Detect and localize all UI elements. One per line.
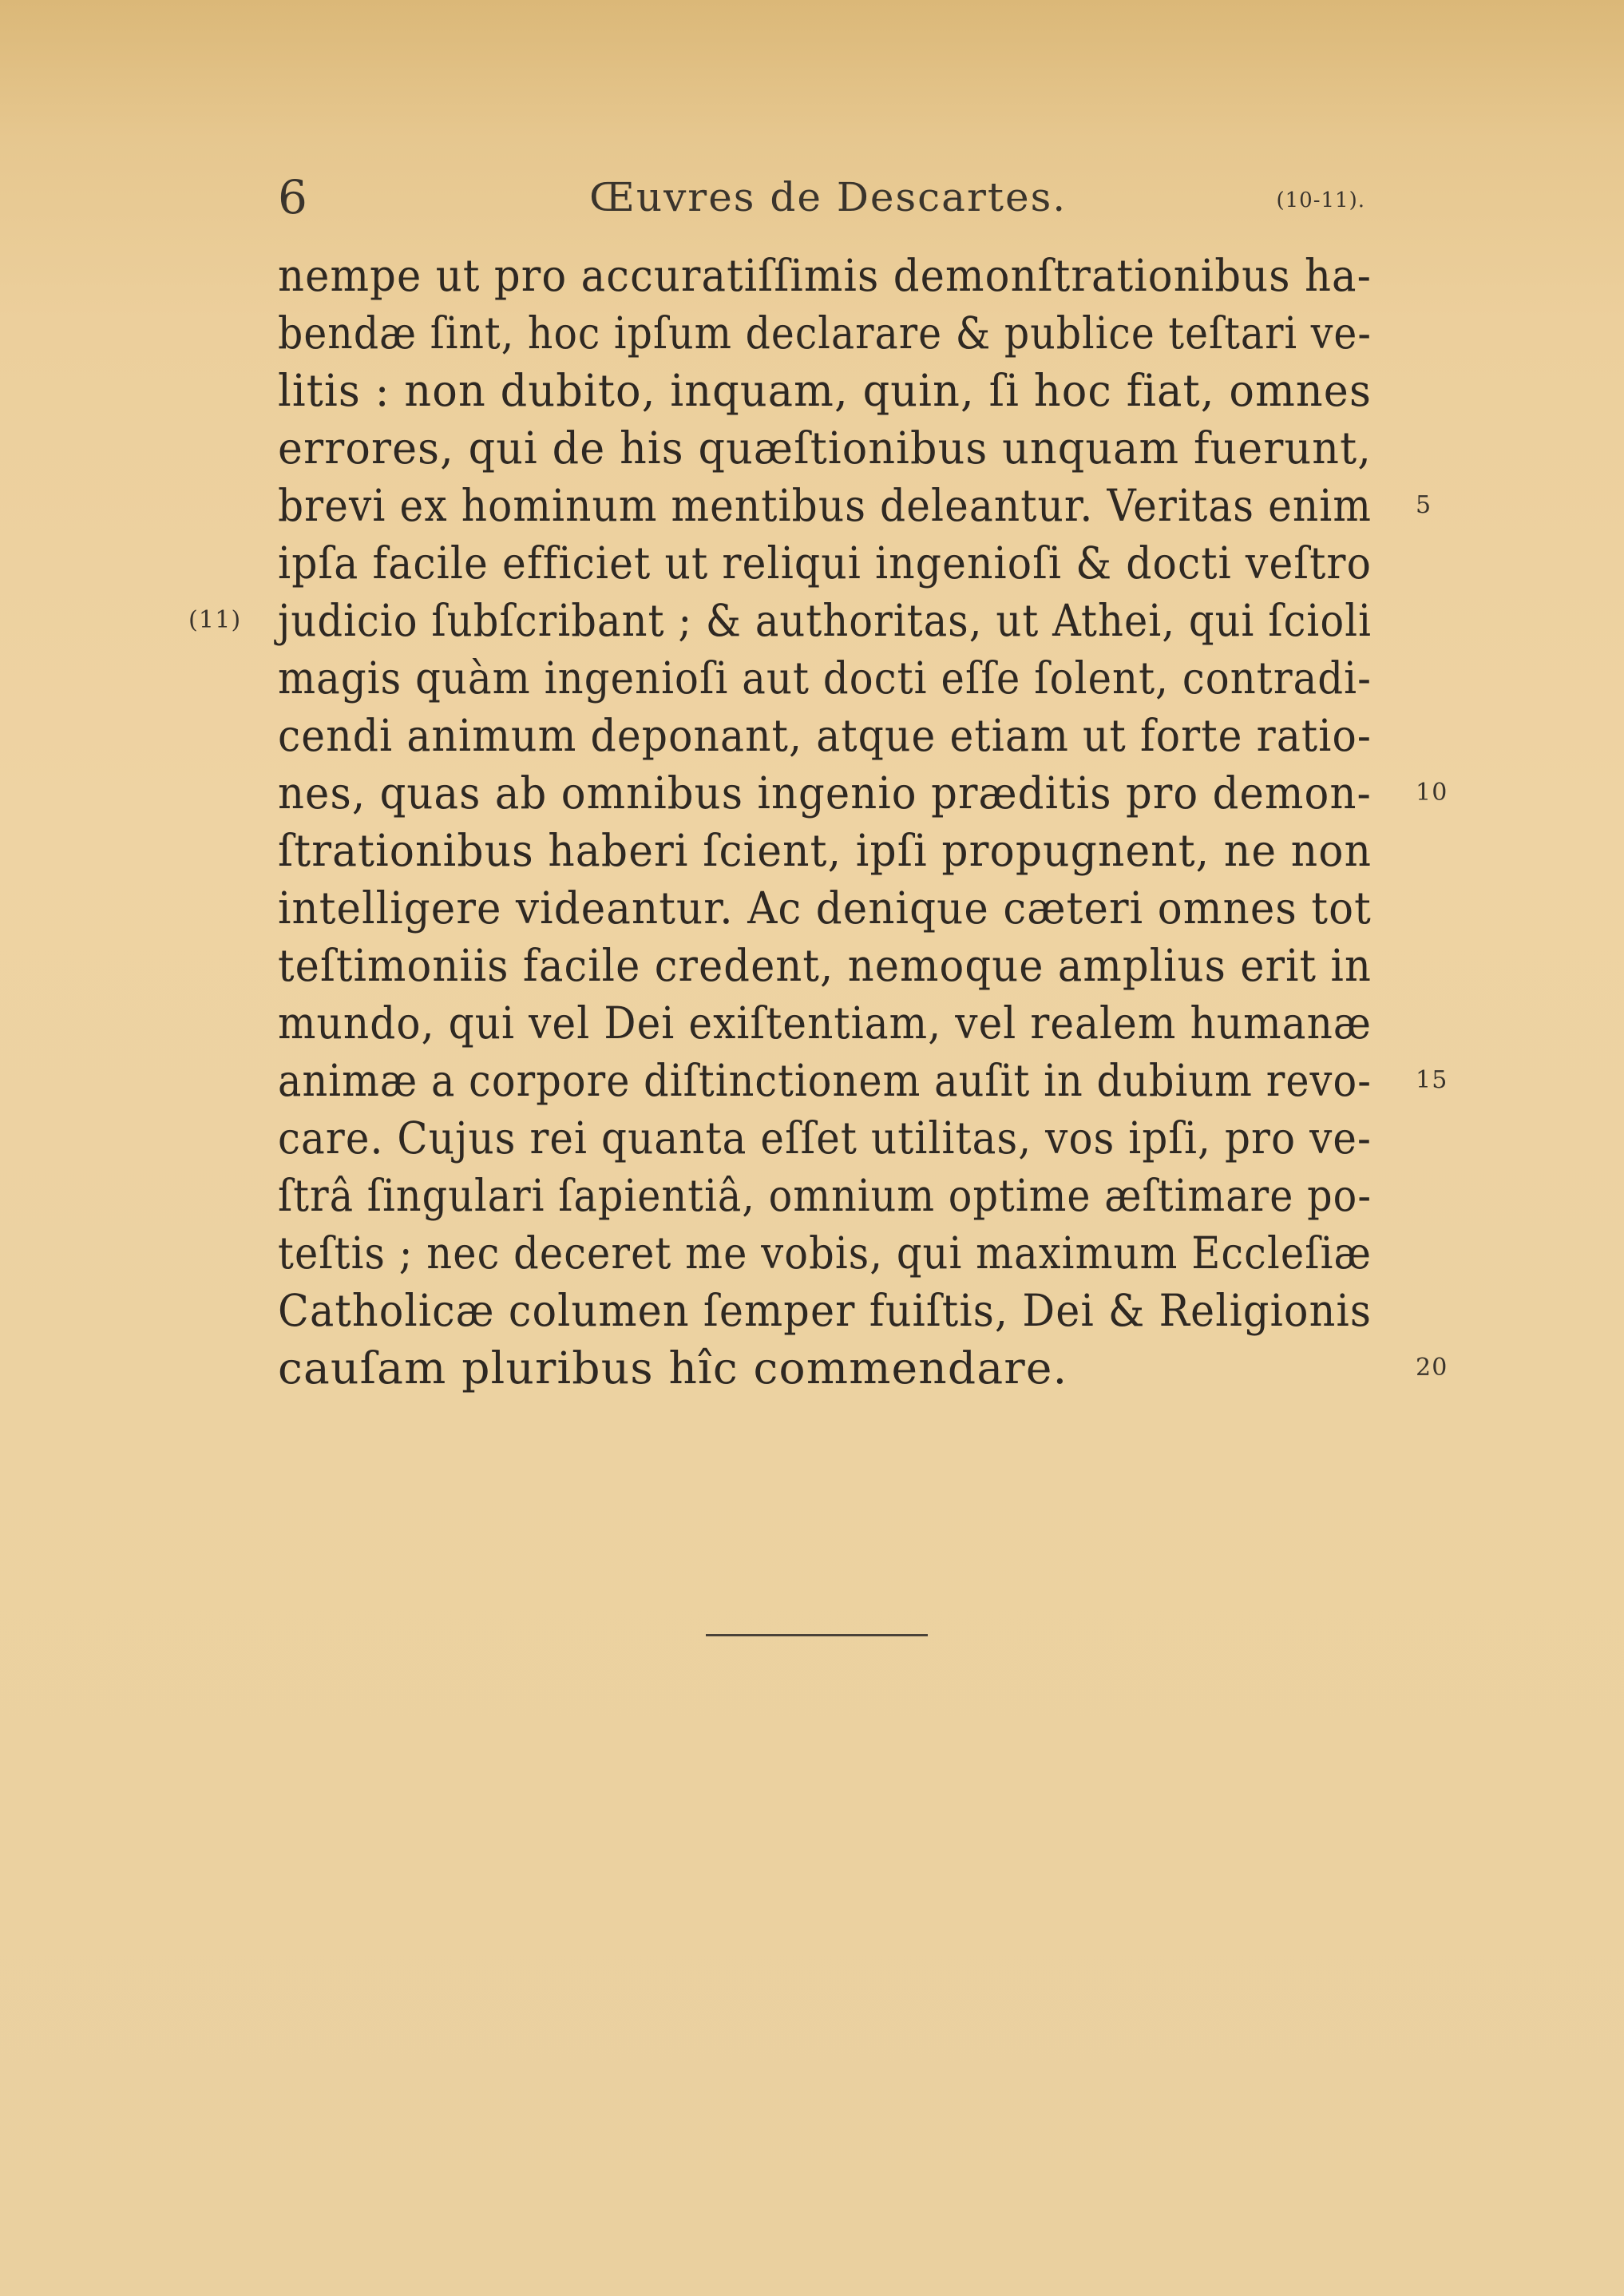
margin-page-reference: (11) — [188, 606, 242, 634]
text-line — [278, 707, 1372, 764]
page-number: 6 — [278, 170, 307, 224]
text-line — [188, 592, 1372, 649]
text-line — [278, 362, 1372, 419]
line-text: bendæ ſint, hoc ipſum declarare & publice teſtari ve- — [278, 307, 1372, 359]
text-line — [278, 1282, 1372, 1339]
line-text: errores, qui de his quæſtionibus unquam fuerunt, — [278, 422, 1372, 474]
line-text: teſtis ; nec deceret me vobis, qui maximum Eccleſiæ — [278, 1227, 1372, 1279]
line-text: cendi animum deponant, atque etiam ut forte ratio- — [278, 710, 1372, 761]
section-divider — [706, 1634, 928, 1636]
text-line — [278, 1224, 1372, 1282]
running-title: Œuvres de Descartes. — [589, 174, 1067, 220]
text-line — [278, 1052, 1448, 1109]
line-text: brevi ex hominum mentibus deleantur. Veritas enim — [278, 480, 1372, 531]
line-text: cauſam pluribus hîc commendare. — [278, 1342, 1068, 1394]
text-line — [278, 822, 1372, 879]
text-line — [278, 994, 1372, 1052]
line-text: litis : non dubito, inquam, quin, ſi hoc fiat, omnes — [278, 365, 1372, 416]
line-text: ſtrâ ſingulari ſapientiâ, omnium optime æſtimare po- — [278, 1170, 1372, 1221]
text-line — [278, 477, 1432, 534]
line-text: Catholicæ columen ſemper fuiſtis, Dei & Religionis — [278, 1285, 1372, 1336]
line-number: 15 — [1416, 1066, 1448, 1094]
text-line — [278, 304, 1372, 362]
text-line — [278, 649, 1372, 707]
line-number: 5 — [1416, 491, 1432, 519]
text-line — [278, 764, 1448, 822]
body-text — [188, 247, 1448, 1397]
line-number: 10 — [1416, 779, 1448, 807]
line-text: nempe ut pro accuratiſſimis demonſtrationibus ha- — [278, 250, 1372, 301]
text-line — [278, 879, 1372, 937]
text-line — [278, 1109, 1372, 1167]
text-line — [278, 1339, 1448, 1397]
text-line — [278, 534, 1372, 592]
line-text: intelligere videantur. Ac denique cæteri omnes tot — [278, 882, 1372, 934]
line-text: animæ a corpore diſtinctionem auſit in dubium revo- — [278, 1055, 1372, 1106]
line-text: teſtimoniis facile credent, nemoque amplius erit in — [278, 940, 1372, 991]
text-line — [278, 247, 1372, 304]
line-text: magis quàm ingenioſi aut docti eſſe ſolent, contradi- — [278, 652, 1372, 704]
line-text: judicio ſubſcribant ; & authoritas, ut Athei, qui ſcioli — [278, 595, 1372, 646]
text-line — [278, 937, 1372, 994]
line-text: ſtrationibus haberi ſcient, ipſi propugnent, ne non — [278, 825, 1372, 876]
text-line — [278, 1167, 1372, 1224]
page-reference: (10-11). — [1276, 188, 1365, 212]
line-text: nes, quas ab omnibus ingenio præditis pro demon- — [278, 767, 1372, 819]
line-text: ipſa facile efficiet ut reliqui ingenioſi & docti veſtro — [278, 537, 1372, 589]
line-text: mundo, qui vel Dei exiſtentiam, vel realem humanæ — [278, 997, 1372, 1049]
running-header — [278, 169, 1372, 225]
line-number: 20 — [1416, 1354, 1448, 1382]
line-text: care. Cujus rei quanta eſſet utilitas, vos ipſi, pro ve- — [278, 1112, 1372, 1164]
text-line — [278, 419, 1372, 477]
